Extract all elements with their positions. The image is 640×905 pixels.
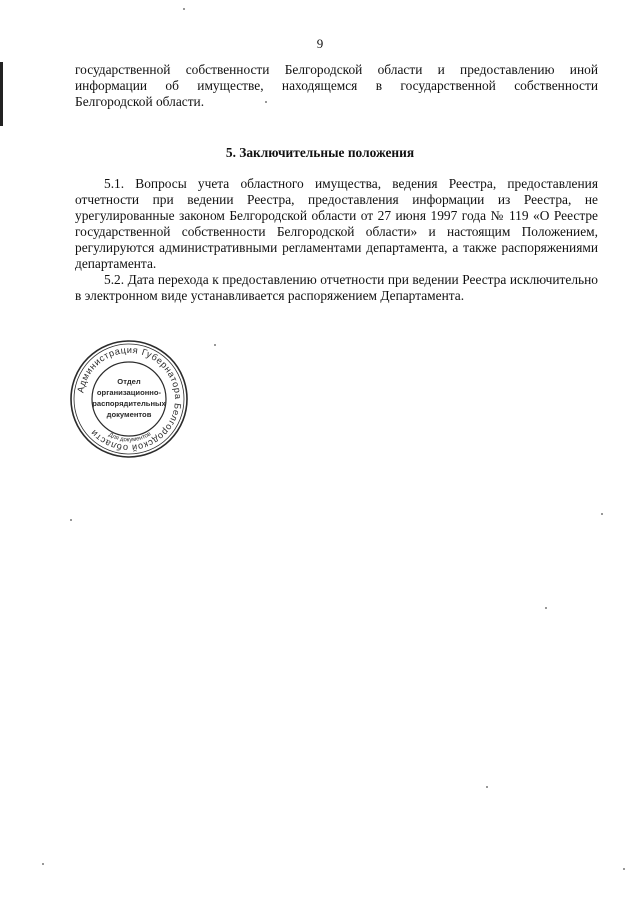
scan-speck bbox=[265, 101, 267, 103]
section-body bbox=[75, 176, 598, 304]
section-heading: 5. Заключительные положения bbox=[225, 145, 415, 160]
scan-speck bbox=[623, 868, 625, 870]
scan-speck bbox=[70, 519, 72, 521]
paragraph-5-2: 5.2. Дата перехода к предоставлению отчетности при ведении Реестра исключительно в электронном виде устанавливается распоряжением Департамента. bbox=[75, 272, 598, 303]
scan-edge-mark bbox=[0, 62, 3, 126]
paragraph-5-1: 5.1. Вопросы учета областного имущества, ведения Реестра, предоставления отчетности при ведении Реестра, предоставления информации из Реестра, не урегулированные законом Белгородской области от 27 июня 1997 года № 119 «О Реестре государственной собственности Белгородской области» и настоящим Положением, регулируются административными регламентами департамента, а также распоряжениями департамента. bbox=[75, 176, 598, 271]
stamp-ring-text: Администрация Губернатора Белгородской области bbox=[75, 344, 184, 454]
scan-speck bbox=[486, 786, 488, 788]
scan-speck bbox=[183, 8, 185, 10]
stamp-center-line: распорядительных bbox=[92, 399, 166, 408]
official-stamp bbox=[68, 338, 190, 460]
intro-line: государственной собственности Белгородской области и предоставлению иной bbox=[75, 62, 598, 77]
scan-speck bbox=[601, 513, 603, 515]
stamp-seal bbox=[68, 338, 190, 460]
stamp-bottom-text: Для документов bbox=[107, 431, 153, 444]
scan-speck bbox=[214, 344, 216, 346]
page-number: 9 bbox=[316, 36, 324, 51]
intro-line: информации об имуществе, находящемся в государственной собственности bbox=[75, 78, 598, 93]
scan-speck bbox=[545, 607, 547, 609]
stamp-center-line: Отдел bbox=[117, 377, 141, 386]
intro-paragraph bbox=[75, 62, 598, 110]
intro-line: Белгородской области. bbox=[75, 94, 205, 109]
scan-speck bbox=[42, 863, 44, 865]
stamp-center-line: документов bbox=[106, 410, 152, 419]
stamp-center-line: организационно- bbox=[96, 388, 162, 397]
